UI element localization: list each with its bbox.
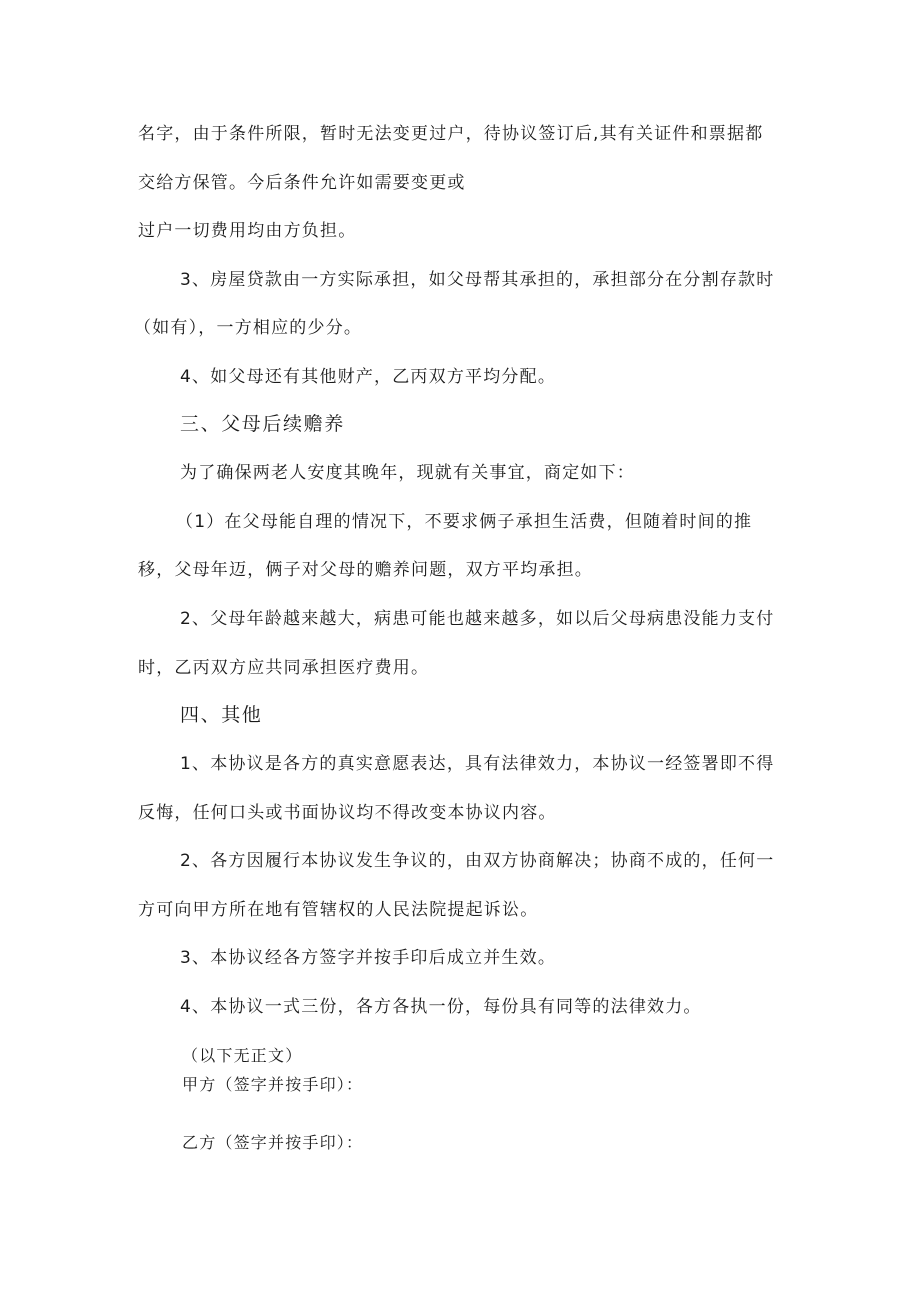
paragraph-line: 1、本协议是各方的真实意愿表达，具有法律效力，本协议一经签署即不得 <box>180 754 775 774</box>
paragraph-line: 交给方保管。今后条件允许如需要变更或 <box>138 173 466 193</box>
signature-line-party-b: 乙方（签字并按手印）： <box>182 1133 364 1152</box>
paragraph-line: 3、房屋贷款由一方实际承担，如父母帮其承担的，承担部分在分割存款时 <box>180 270 775 290</box>
paragraph-line: （如有），一方相应的少分。 <box>134 318 363 338</box>
paragraph-line: 名字，由于条件所限，暂时无法变更过户，待协议签订后,其有关证件和票据都 <box>138 124 764 144</box>
paragraph-line: 2、父母年龄越来越大，病患可能也越来越多，如以后父母病患没能力支付 <box>180 609 775 629</box>
paragraph-line: 2、各方因履行本协议发生争议的，由双方协商解决；协商不成的，任何一 <box>180 851 775 871</box>
paragraph-line: 反悔，任何口头或书面协议均不得改变本协议内容。 <box>138 803 557 823</box>
paragraph-line: 3、本协议经各方签字并按手印后成立并生效。 <box>180 948 557 968</box>
section-heading: 三、父母后续赡养 <box>180 413 345 435</box>
paragraph-line: 移，父母年迈，俩子对父母的赡养问题，双方平均承担。 <box>138 560 593 580</box>
paragraph-line: 为了确保两老人安度其晚年，现就有关事宜，商定如下： <box>180 463 635 483</box>
paragraph-line: （1）在父母能自理的情况下，不要求俩子承担生活费，但随着时间的推 <box>176 512 753 532</box>
no-body-note: （以下无正文） <box>182 1046 303 1065</box>
paragraph-line: 4、本协议一式三份，各方各执一份，每份具有同等的法律效力。 <box>180 997 702 1017</box>
paragraph-line: 时，乙丙双方应共同承担医疗费用。 <box>138 658 430 678</box>
paragraph-line: 过户一切费用均由方负担。 <box>138 221 357 241</box>
paragraph-line: 4、如父母还有其他财产，乙丙双方平均分配。 <box>180 367 557 387</box>
signature-line-party-a: 甲方（签字并按手印）： <box>182 1075 364 1094</box>
paragraph-line: 方可向甲方所在地有管辖权的人民法院提起诉讼。 <box>138 900 539 920</box>
section-heading: 四、其他 <box>180 704 263 726</box>
